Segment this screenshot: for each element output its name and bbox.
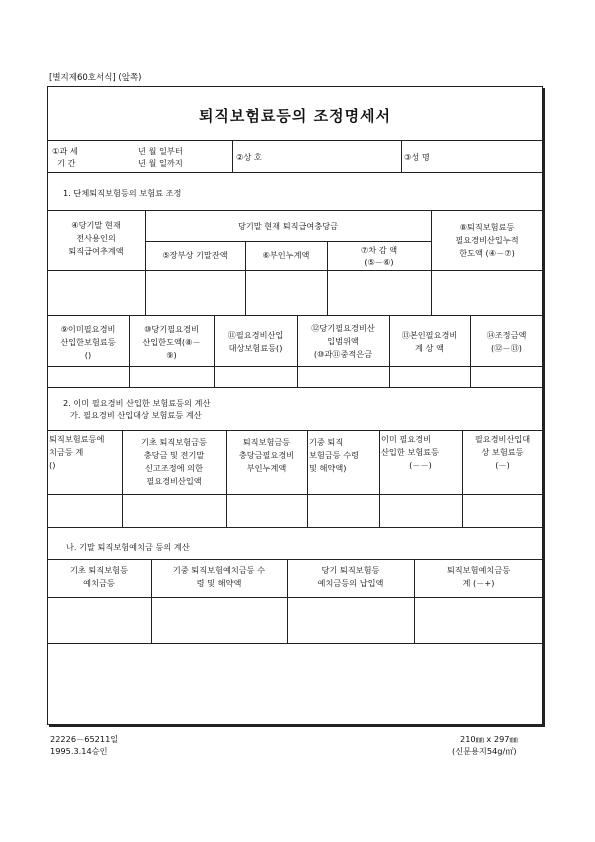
col8-header: ⑧퇴직보험료등 — [459, 222, 515, 232]
a-col2-header: 기초 퇴직보험금등 — [141, 437, 207, 447]
section2-subheading-a: 가. 필요경비 산입대상 보험료등 계산 — [70, 410, 202, 420]
divider — [379, 430, 380, 527]
col14-header: (⑫－⑬) — [491, 343, 522, 353]
form-frame-shadow-right — [543, 88, 545, 726]
a-col4-header: 및 해약액) — [309, 463, 347, 473]
divider — [307, 430, 308, 527]
representative-name-label: ③성 명 — [404, 152, 430, 162]
period-from: 년 월 일부터 — [138, 146, 183, 156]
col10-header: ⑩당기필요경비 — [144, 324, 199, 334]
col10-header: ⑨) — [166, 350, 177, 360]
a-col5-header: 산입한 보험료등 — [381, 447, 439, 457]
col11-header: ⑪필요경비산입 — [227, 330, 284, 340]
col8-header: 한도액 (④－⑦) — [459, 248, 515, 258]
divider — [47, 597, 543, 598]
col7-header: ⑦차 감 액 — [360, 245, 398, 255]
col9-header: ⑨이미필요경비 — [60, 324, 116, 334]
a-col5-header: (－－) — [409, 460, 432, 470]
b-col4-header: 퇴직보험예치금등 — [446, 565, 511, 575]
page-title: 퇴직보험료등의 조정명세서 — [198, 107, 392, 125]
footer-approval-date: 1995.3.14승인 — [50, 746, 108, 756]
col6-header: ⑥부인누계액 — [262, 250, 310, 260]
divider — [47, 210, 543, 211]
b-col1-header: 기초 퇴직보험등 — [70, 565, 128, 575]
divider — [47, 140, 543, 141]
a-col3-header: 퇴직보험금등 — [242, 437, 291, 447]
a-col1-header: () — [49, 460, 56, 470]
group-header: 당기말 현재 퇴직급여충당금 — [237, 221, 339, 231]
section2-subheading-b: 나. 기말 퇴직보험예치금 등의 계산 — [66, 542, 190, 552]
divider — [47, 387, 543, 388]
a-col6-header: (－) — [495, 460, 510, 470]
divider — [401, 140, 402, 172]
a-col1-header: 퇴직보험료등에 — [49, 434, 105, 444]
col9-header: () — [84, 350, 92, 360]
col4-header: 퇴직급여추계액 — [68, 246, 124, 256]
divider — [145, 241, 431, 242]
col13-header: 계 상 액 — [415, 343, 444, 353]
a-col2-header: 신고조정에 의한 — [145, 463, 203, 473]
form-frame-shadow-bottom — [49, 725, 545, 727]
b-col2-header: 령 및 해약액 — [196, 578, 242, 588]
b-col4-header: 계 (－+) — [462, 578, 495, 588]
divider — [47, 559, 543, 560]
b-col3-header: 예치금등의 납입액 — [317, 578, 384, 588]
b-col3-header: 당기 퇴직보험등 — [321, 565, 380, 575]
divider — [47, 270, 543, 271]
divider — [47, 527, 543, 528]
footer-paper-type: (신문용지54g/㎡) — [452, 746, 517, 756]
a-col2-header: 충당금 및 전기말 — [143, 450, 205, 460]
a-col4-header: 보험금등 수령 — [309, 450, 360, 460]
a-col5-header: 이미 필요경비 — [381, 434, 432, 444]
a-col6-header: 필요경비산입대 — [474, 434, 531, 444]
col4-header: ④당기말 현재 — [71, 220, 121, 230]
a-col2-header: 필요경비산입액 — [146, 476, 202, 486]
col13-header: ⑬본인필요경비 — [401, 330, 458, 340]
period-label: ①과 세 — [52, 146, 78, 156]
footer-approval-number: 22226－65211일 — [50, 734, 119, 744]
divider — [47, 643, 543, 644]
col5-header: ⑤장부상 기말잔액 — [162, 250, 228, 260]
a-col4-header: 기중 퇴직 — [309, 437, 344, 447]
divider — [47, 366, 543, 367]
divider — [47, 315, 543, 316]
col8-header: 필요경비산입누적 — [455, 235, 519, 245]
period-label: 기 간 — [57, 158, 76, 168]
col7-header: (⑤－⑥) — [364, 257, 394, 267]
b-col1-header: 예치금등 — [83, 578, 115, 588]
a-col1-header: 치금등 계 — [49, 447, 84, 457]
col12-header: ⑫당기필요경비산 — [311, 323, 375, 333]
col4-header: 전사용인의 — [76, 233, 116, 243]
col10-header: 산입한도액(⑧－ — [142, 337, 201, 347]
a-col3-header: 부인누계액 — [246, 463, 287, 473]
section2-heading: 2. 이미 필요경비 산입한 보험료등의 계산 — [63, 398, 211, 408]
form-number-label: [별지제60호서식] (앞쪽) — [49, 73, 142, 83]
col9-header: 산입한보험료등 — [60, 337, 116, 347]
a-col6-header: 상 보험료등 — [481, 447, 524, 457]
col12-header: (⑩과⑪중적은금 — [313, 349, 373, 359]
col12-header: 입범위액 — [327, 336, 359, 346]
b-col2-header: 기중 퇴직보험예치금등 수 — [172, 565, 266, 575]
divider — [47, 172, 543, 173]
a-col3-header: 충당금필요경비 — [238, 450, 295, 460]
col11-header: 대상보험료등() — [228, 343, 283, 353]
company-name-label: ②상 호 — [236, 152, 262, 162]
section1-heading: 1. 단체퇴직보험등의 보험료 조정 — [63, 188, 182, 198]
period-to: 년 월 일까지 — [138, 158, 183, 168]
footer-paper-size: 210㎜ x 297㎜ — [460, 734, 518, 744]
divider — [232, 140, 233, 172]
col14-header: ⑭조정금액 — [486, 330, 527, 340]
